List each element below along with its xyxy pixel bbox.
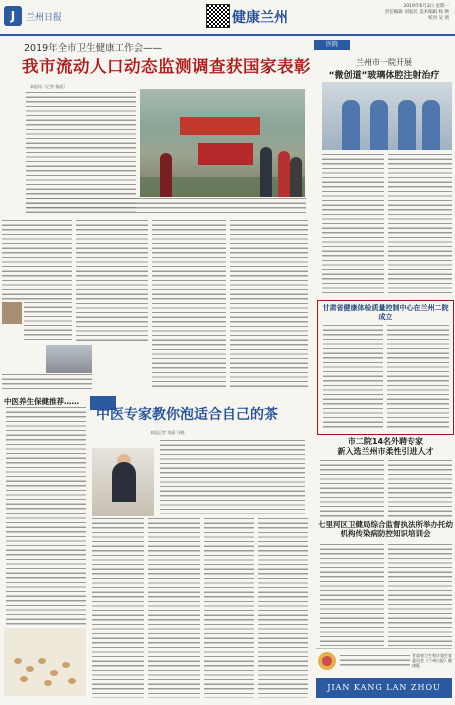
boxed-article (317, 300, 454, 435)
logo-mark: J (4, 6, 22, 26)
surgery-photo (322, 82, 452, 150)
article-column (320, 460, 384, 520)
ad-copy (340, 655, 410, 669)
article-column (322, 154, 384, 294)
photo-person (160, 153, 172, 197)
lead-article-text (26, 92, 136, 212)
lead-headline: 我市流动人口动态监测调查获国家表彰 (22, 57, 311, 76)
ad-text: 甘肃省卫生和计划生育委员会《兰州日报》健康版 (412, 653, 452, 668)
article-column (152, 220, 226, 390)
nut-shape (62, 662, 70, 668)
masthead (0, 0, 455, 36)
footer-brand: JIAN KANG LAN ZHOU (316, 678, 452, 698)
newspaper-logo (4, 6, 76, 28)
article-column (258, 518, 308, 698)
inline-photo (46, 345, 92, 373)
article-column (230, 220, 308, 390)
expert-photo (92, 448, 154, 516)
nut-shape (44, 680, 52, 686)
tcm-headline: 中医专家教你泡适合自己的茶 (96, 407, 278, 423)
article-column (2, 374, 92, 390)
nut-shape (14, 658, 22, 664)
issue-proof: 校对 吴 倩 (428, 16, 449, 21)
tcm-byline: 本报记者 刘丽 马晓 (150, 430, 185, 435)
photo-banner (198, 143, 253, 165)
photo-doctor (422, 100, 440, 150)
photo-doctor (398, 100, 416, 150)
article-column (148, 518, 200, 698)
headline-line: 新入选兰州市柔性引进人才 (337, 447, 434, 456)
qr-code-icon (206, 4, 230, 28)
photo-person (260, 147, 272, 197)
issue-info (319, 4, 449, 22)
photo-person (112, 462, 136, 502)
headline-line: 市二院14名外聘专家 (347, 437, 424, 446)
nut-shape (50, 670, 58, 676)
right-headline: “微创道”玻璃体腔注射治疗 (328, 71, 440, 81)
advertisement (316, 648, 452, 675)
tcm-intro-text (160, 440, 305, 514)
nut-shape (38, 658, 46, 664)
logo-text: 兰州日报 (26, 13, 63, 23)
article-column (76, 220, 148, 342)
nuts-photo (4, 628, 86, 696)
category-tag: 医院 (314, 40, 350, 50)
nut-shape (68, 678, 76, 684)
lead-article-text-continued (26, 198, 306, 216)
section-title: 健康兰州 (232, 10, 288, 26)
article-column (388, 544, 452, 646)
right-headline-3 (318, 437, 453, 457)
photo-person (278, 151, 290, 197)
nut-shape (20, 676, 28, 682)
article-column (24, 302, 72, 342)
article-column (92, 518, 144, 698)
boxed-article-title: 甘肃省健康体检质量控制中心在兰州二院成立 (322, 304, 449, 321)
lead-photo (140, 89, 305, 197)
right-headline-kicker: 兰州市一院开展 (356, 58, 412, 67)
right-headline-4: 七里河区卫健局综合监督执法所举办托幼机构传染病防控知识培训会 (318, 520, 453, 538)
nut-shape (26, 666, 34, 672)
article-column (320, 544, 384, 646)
lead-kicker: 2019年全市卫生健康工作会—— (24, 43, 163, 54)
photo-tent (180, 117, 260, 135)
photo-doctor (342, 100, 360, 150)
article-column (323, 325, 383, 430)
article-column (204, 518, 254, 698)
photo-doctor (370, 100, 388, 150)
article-column (2, 220, 72, 300)
inline-photo (2, 302, 22, 324)
lower-left-headline: 中医养生保健推荐…… (4, 397, 79, 406)
article-column (387, 325, 449, 430)
emblem-icon (318, 652, 336, 670)
issue-date: 2019年6月3日 星期一 (403, 4, 449, 9)
article-column (6, 407, 86, 627)
article-column (388, 154, 452, 294)
lead-byline: 本报讯（记者 杨丽） (30, 84, 68, 89)
article-column (388, 460, 452, 520)
photo-person (290, 157, 302, 197)
issue-editors: 责任编辑 刘爱民 美术编辑 杨 焕 (384, 10, 449, 15)
